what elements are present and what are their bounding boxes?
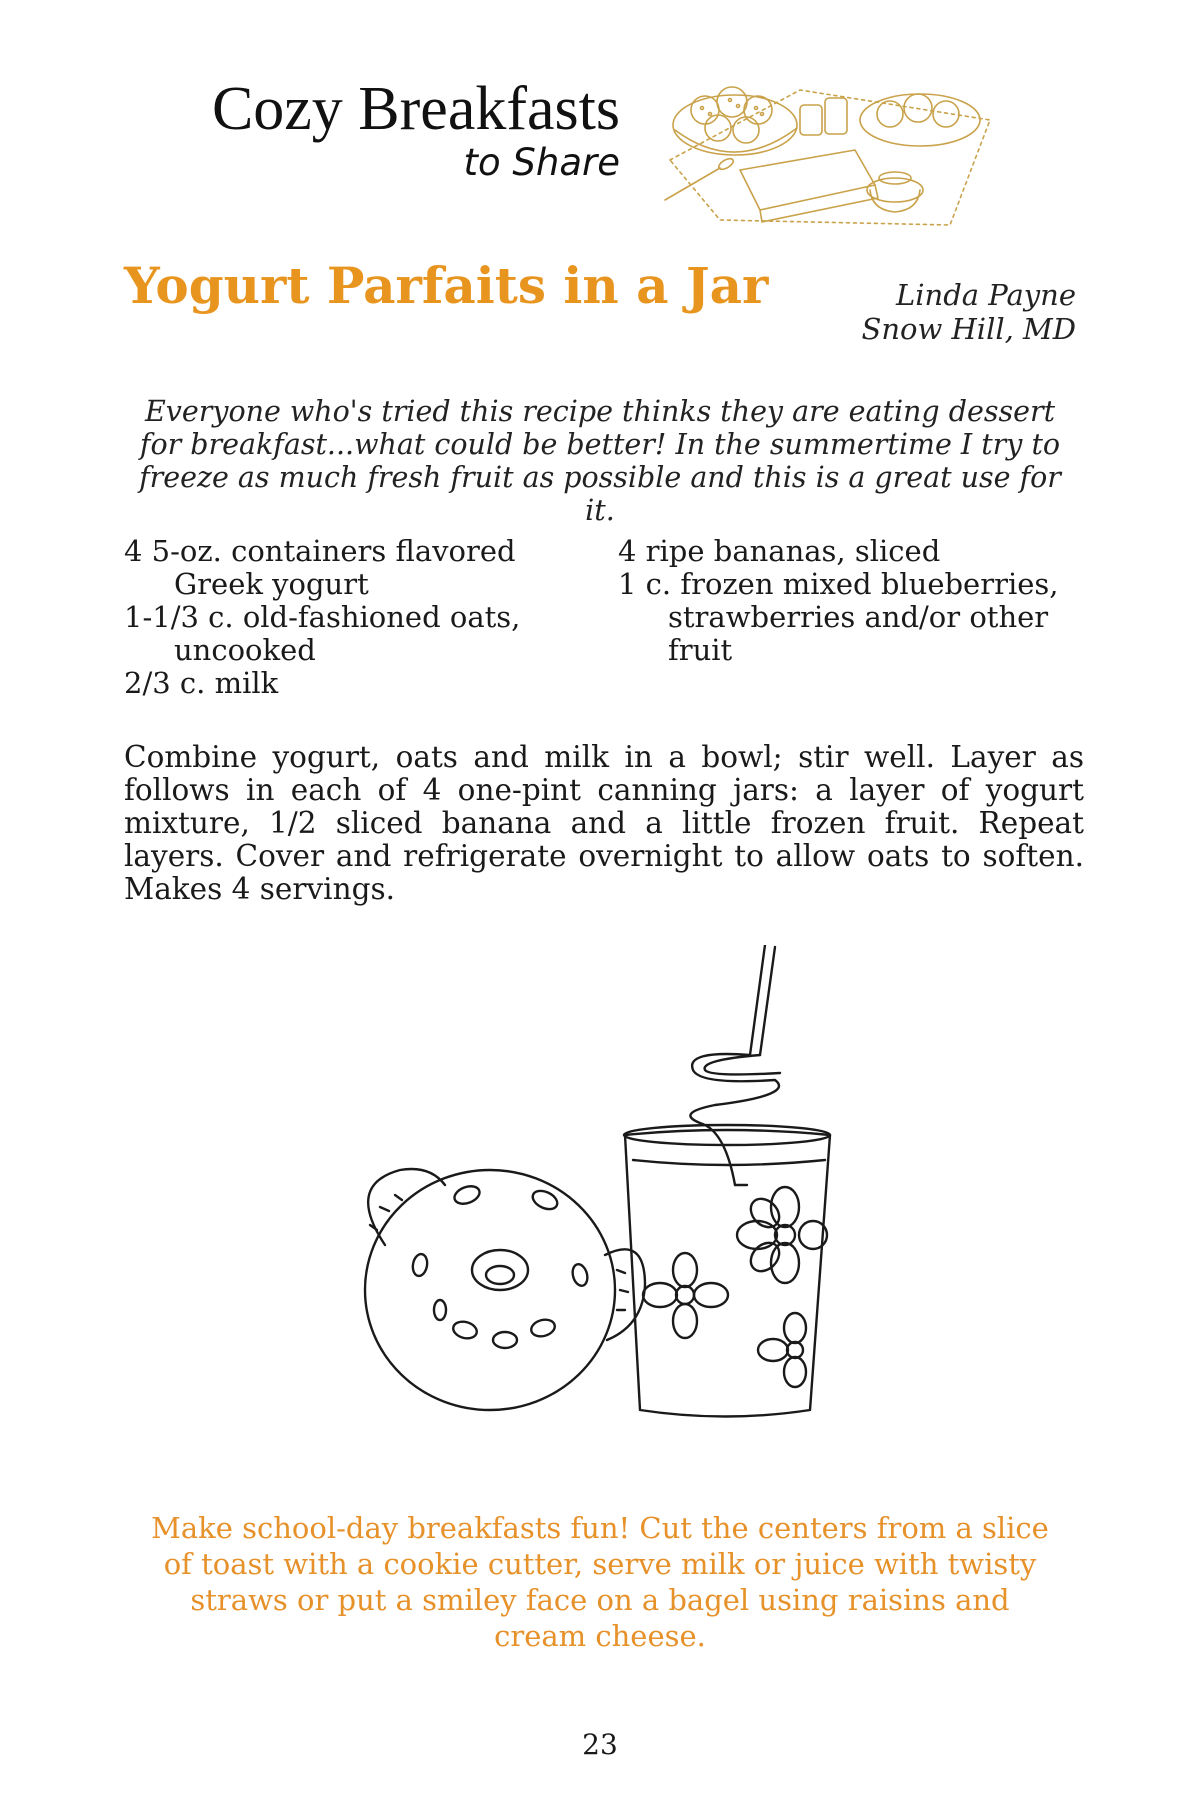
page-number: 23 [582,1728,618,1761]
ingredients-left-column [124,535,584,700]
tip-text: Make school-day breakfasts fun! Cut the centers from a slice of toast with a cookie cutter, serve milk or juice with twisty straws or put a smiley face on a bagel using raisins and cream cheese. [151,1511,1049,1653]
recipe-directions: Combine yogurt, oats and milk in a bowl; stir well. Layer as follows in each of 4 one-pint canning jars: a layer of yogurt mixture, 1/2 sliced banana and a little frozen fruit. Repeat layers. Cover and refrigerate overnight to allow oats to soften. Makes 4 servings. [124,740,1084,906]
book-subtitle: to Share [463,141,620,184]
ingredient-item: 1 c. frozen mixed blueberries, strawberries and/or other fruit [618,567,1059,667]
bagel-and-juice-illustration [355,945,835,1450]
ingredient-item: 2/3 c. milk [124,666,279,700]
recipe-intro: Everyone who's tried this recipe thinks they are eating dessert for breakfast...what could be better! In the summertime I try to freeze as much fresh fruit as possible and this is a great use for it. [139,395,1061,527]
ingredient-item: 1-1/3 c. old-fashioned oats, uncooked [124,600,521,667]
book-title: Cozy Breakfasts [211,75,620,143]
ingredient-item: 4 ripe bananas, sliced [618,534,941,568]
author-name: Linda Payne [895,278,1076,312]
breakfast-spread-illustration [650,50,1010,235]
recipe-title: Yogurt Parfaits in a Jar [124,256,769,315]
ingredients-right-column [618,535,1098,667]
author-location: Snow Hill, MD [861,312,1076,346]
ingredient-item: 4 5-oz. containers flavored Greek yogurt [124,534,516,601]
recipe-author [861,278,1076,346]
